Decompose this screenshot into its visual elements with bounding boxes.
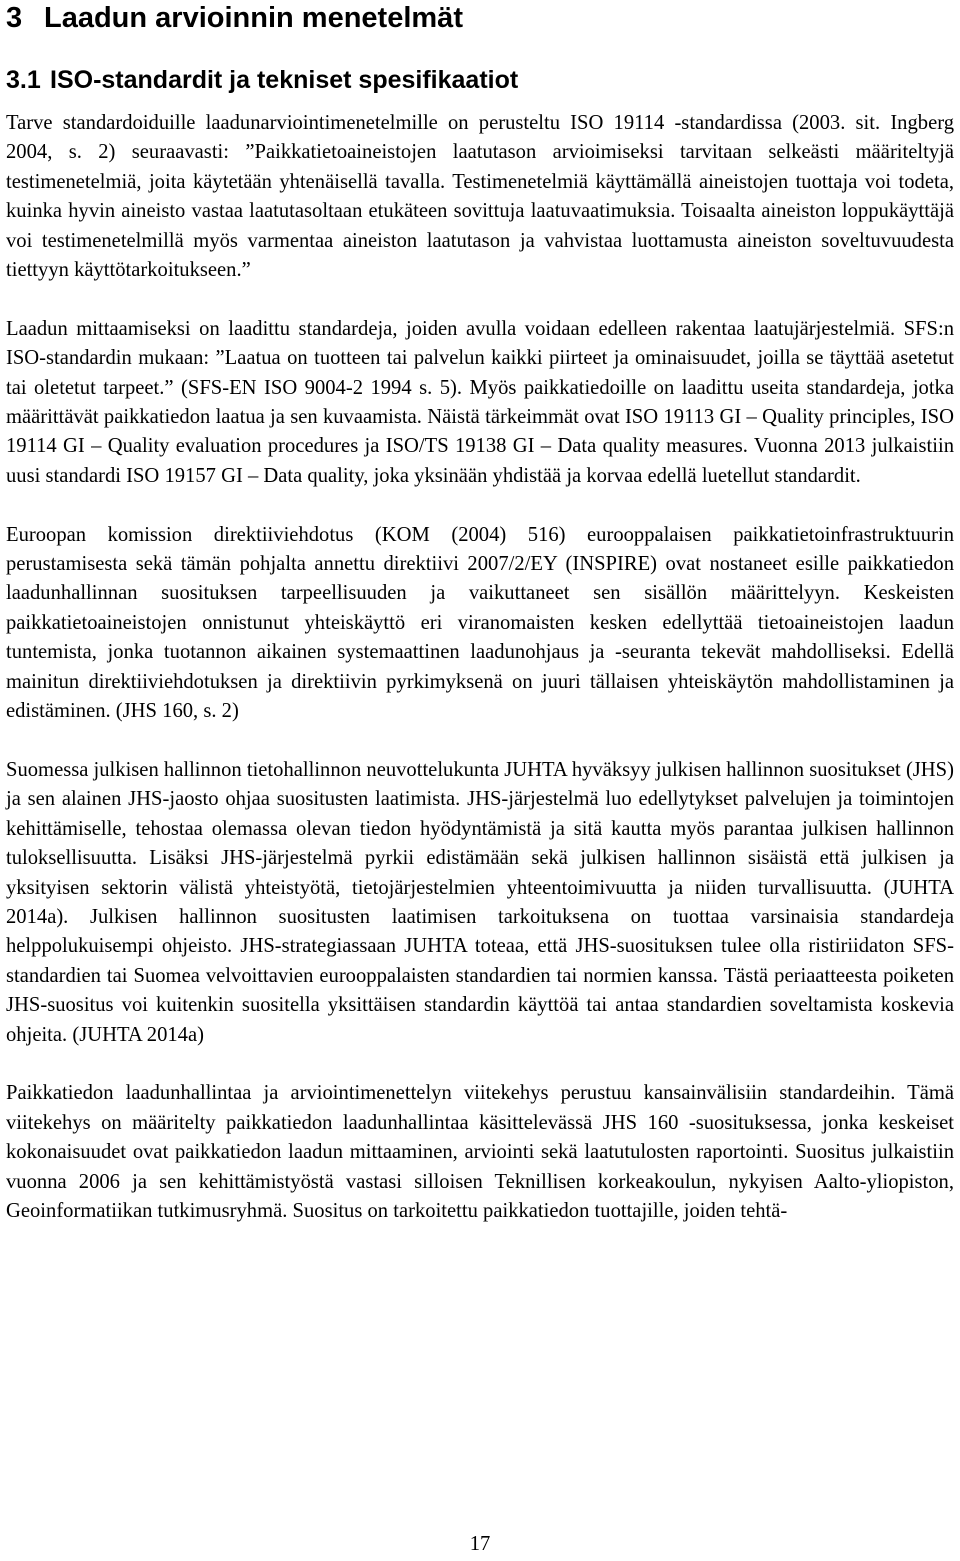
paragraph-3: Euroopan komission direktiiviehdotus (KOM (2004) 516) eurooppalaisen paikkatietoinfrastruktuurin perustamisesta sekä tämän pohjalta annettu direktiivi 2007/2/EY (INSPIRE) ovat nostaneet esille paikkatiedon laadunhallinnan suosituksen tarpeellisuuden ja vaikuttaneet sen sisällön määrittelyyn. Keskeisten paikkatietoaineistojen onnistunut yhteiskäyttö eri viranomaisten kesken edellyttää tietoaineistojen laadun tuntemista, jonka tuotannon aikainen systemaattinen laadunohjaus ja -seuranta tekevät mahdolliseksi. Edellä mainitun direktiiviehdotuksen ja direktiivin pyrkimyksenä on juuri tällaisen yhteiskäytön mahdollistaminen ja edistäminen. (JHS 160, s. 2) bbox=[6, 523, 954, 723]
paragraph-4: Suomessa julkisen hallinnon tietohallinnon neuvottelukunta JUHTA hyväksyy julkisen hallinnon suositukset (JHS) ja sen alainen JHS-jaosto ohjaa suositusten laatimista. JHS-järjestelmä luo edellytykset palvelujen ja toimintojen kehittämiselle, tehostaa olemassa olevan tiedon hyödyntämistä ja sitä kautta myös parantaa julkisen hallinnon tuloksellisuutta. Lisäksi JHS-järjestelmä pyrkii edistämään sekä julkisen hallinnon sisäistä että julkisen ja yksityisen sektorin välistä yhteistyötä, tietojärjestelmien yhteentoimivuutta ja niiden turvallisuutta. (JUHTA 2014a). Julkisen hallinnon suositusten laatimisen tarkoituksena on tuottaa varsinaisia standardeja helppolukuisempi ohjeisto. JHS-strategiassaan JUHTA toteaa, että JHS-suosituksen tulee olla ristiriidaton SFS-standardien tai Suomea velvoittavien eurooppalaisten standardien tai normien kanssa. Tästä periaatteesta poiketen JHS-suositus voi kuitenkin suositella yksittäisen standardin käyttöä tai antaa standardien soveltamista koskevia ohjeita. (JUHTA 2014a) bbox=[6, 758, 954, 1046]
paragraph-2: Laadun mittaamiseksi on laadittu standardeja, joiden avulla voidaan edelleen rakentaa laatujärjestelmiä. SFS:n ISO-standardin mukaan: ”Laatua on tuotteen tai palvelun kaikki piirteet ja ominaisuudet, joilla se täyttää asetetut tai oletetut tarpeet.” (SFS-EN ISO 9004-2 1994 s. 5). Myös paikkatiedoille on laadittu useita standardeja, jotka määrittävät paikkatiedon laatua ja sen kuvaamista. Näistä tärkeimmät ovat ISO 19113 GI – Quality principles, ISO 19114 GI – Quality evaluation procedures ja ISO/TS 19138 GI – Data quality measures. Vuonna 2013 julkaistiin uusi standardi ISO 19157 GI – Data quality, joka yksinään yhdistää ja korvaa edellä luetellut standardit. bbox=[6, 317, 954, 487]
chapter-number: 3 bbox=[6, 2, 23, 34]
chapter-title: Laadun arvioinnin menetelmät bbox=[44, 2, 463, 34]
body-text bbox=[6, 109, 954, 1256]
chapter-heading bbox=[6, 0, 463, 36]
page-number: 17 bbox=[469, 1533, 491, 1555]
paragraph-1: Tarve standardoiduille laadunarviointimenetelmille on perusteltu ISO 19114 -standardissa (2003. sit. Ingberg 2004, s. 2) seuraavasti: ”Paikkatietoaineistojen laatutason arvioimiseksi tarvitaan selkeästi määriteltyjä testimenetelmiä, joita käytetään yhtenäisellä tavalla. Testimenetelmiä käyttämällä aineistojen tuottaja voi todeta, kuinka hyvin aineisto vastaa laatutasoltaan etukäteen sovittuja laatuvaatimuksia. Toisaalta aineiston loppukäyttäjä voi testimenetelmillä myös varmentaa aineiston laatutason ja vahvistaa luottamusta aineiston soveltuvuudesta tiettyyn käyttötarkoitukseen.” bbox=[6, 112, 954, 282]
section-title: ISO-standardit ja tekniset spesifikaatiot bbox=[50, 66, 519, 94]
section-heading bbox=[6, 64, 518, 96]
section-number: 3.1 bbox=[6, 66, 41, 94]
paragraph-5: Paikkatiedon laadunhallintaa ja arviointimenettelyn viitekehys perustuu kansainvälisiin standardeihin. Tämä viitekehys on määritelty paikkatiedon laadunhallintaa käsittelevässä JHS 160 -suosituksessa, jonka keskeiset kokonaisuudet ovat paikkatiedon laadun mittaaminen, arviointi sekä laatutulosten raportointi. Suositus julkaistiin vuonna 2006 ja sen kehittämistyöstä vastasi silloisen Teknillisen korkeakoulun, nykyisen Aalto-yliopiston, Geoinformatiikan tutkimusryhmä. Suositus on tarkoitettu paikkatiedon tuottajille, joiden tehtä- bbox=[6, 1082, 954, 1222]
